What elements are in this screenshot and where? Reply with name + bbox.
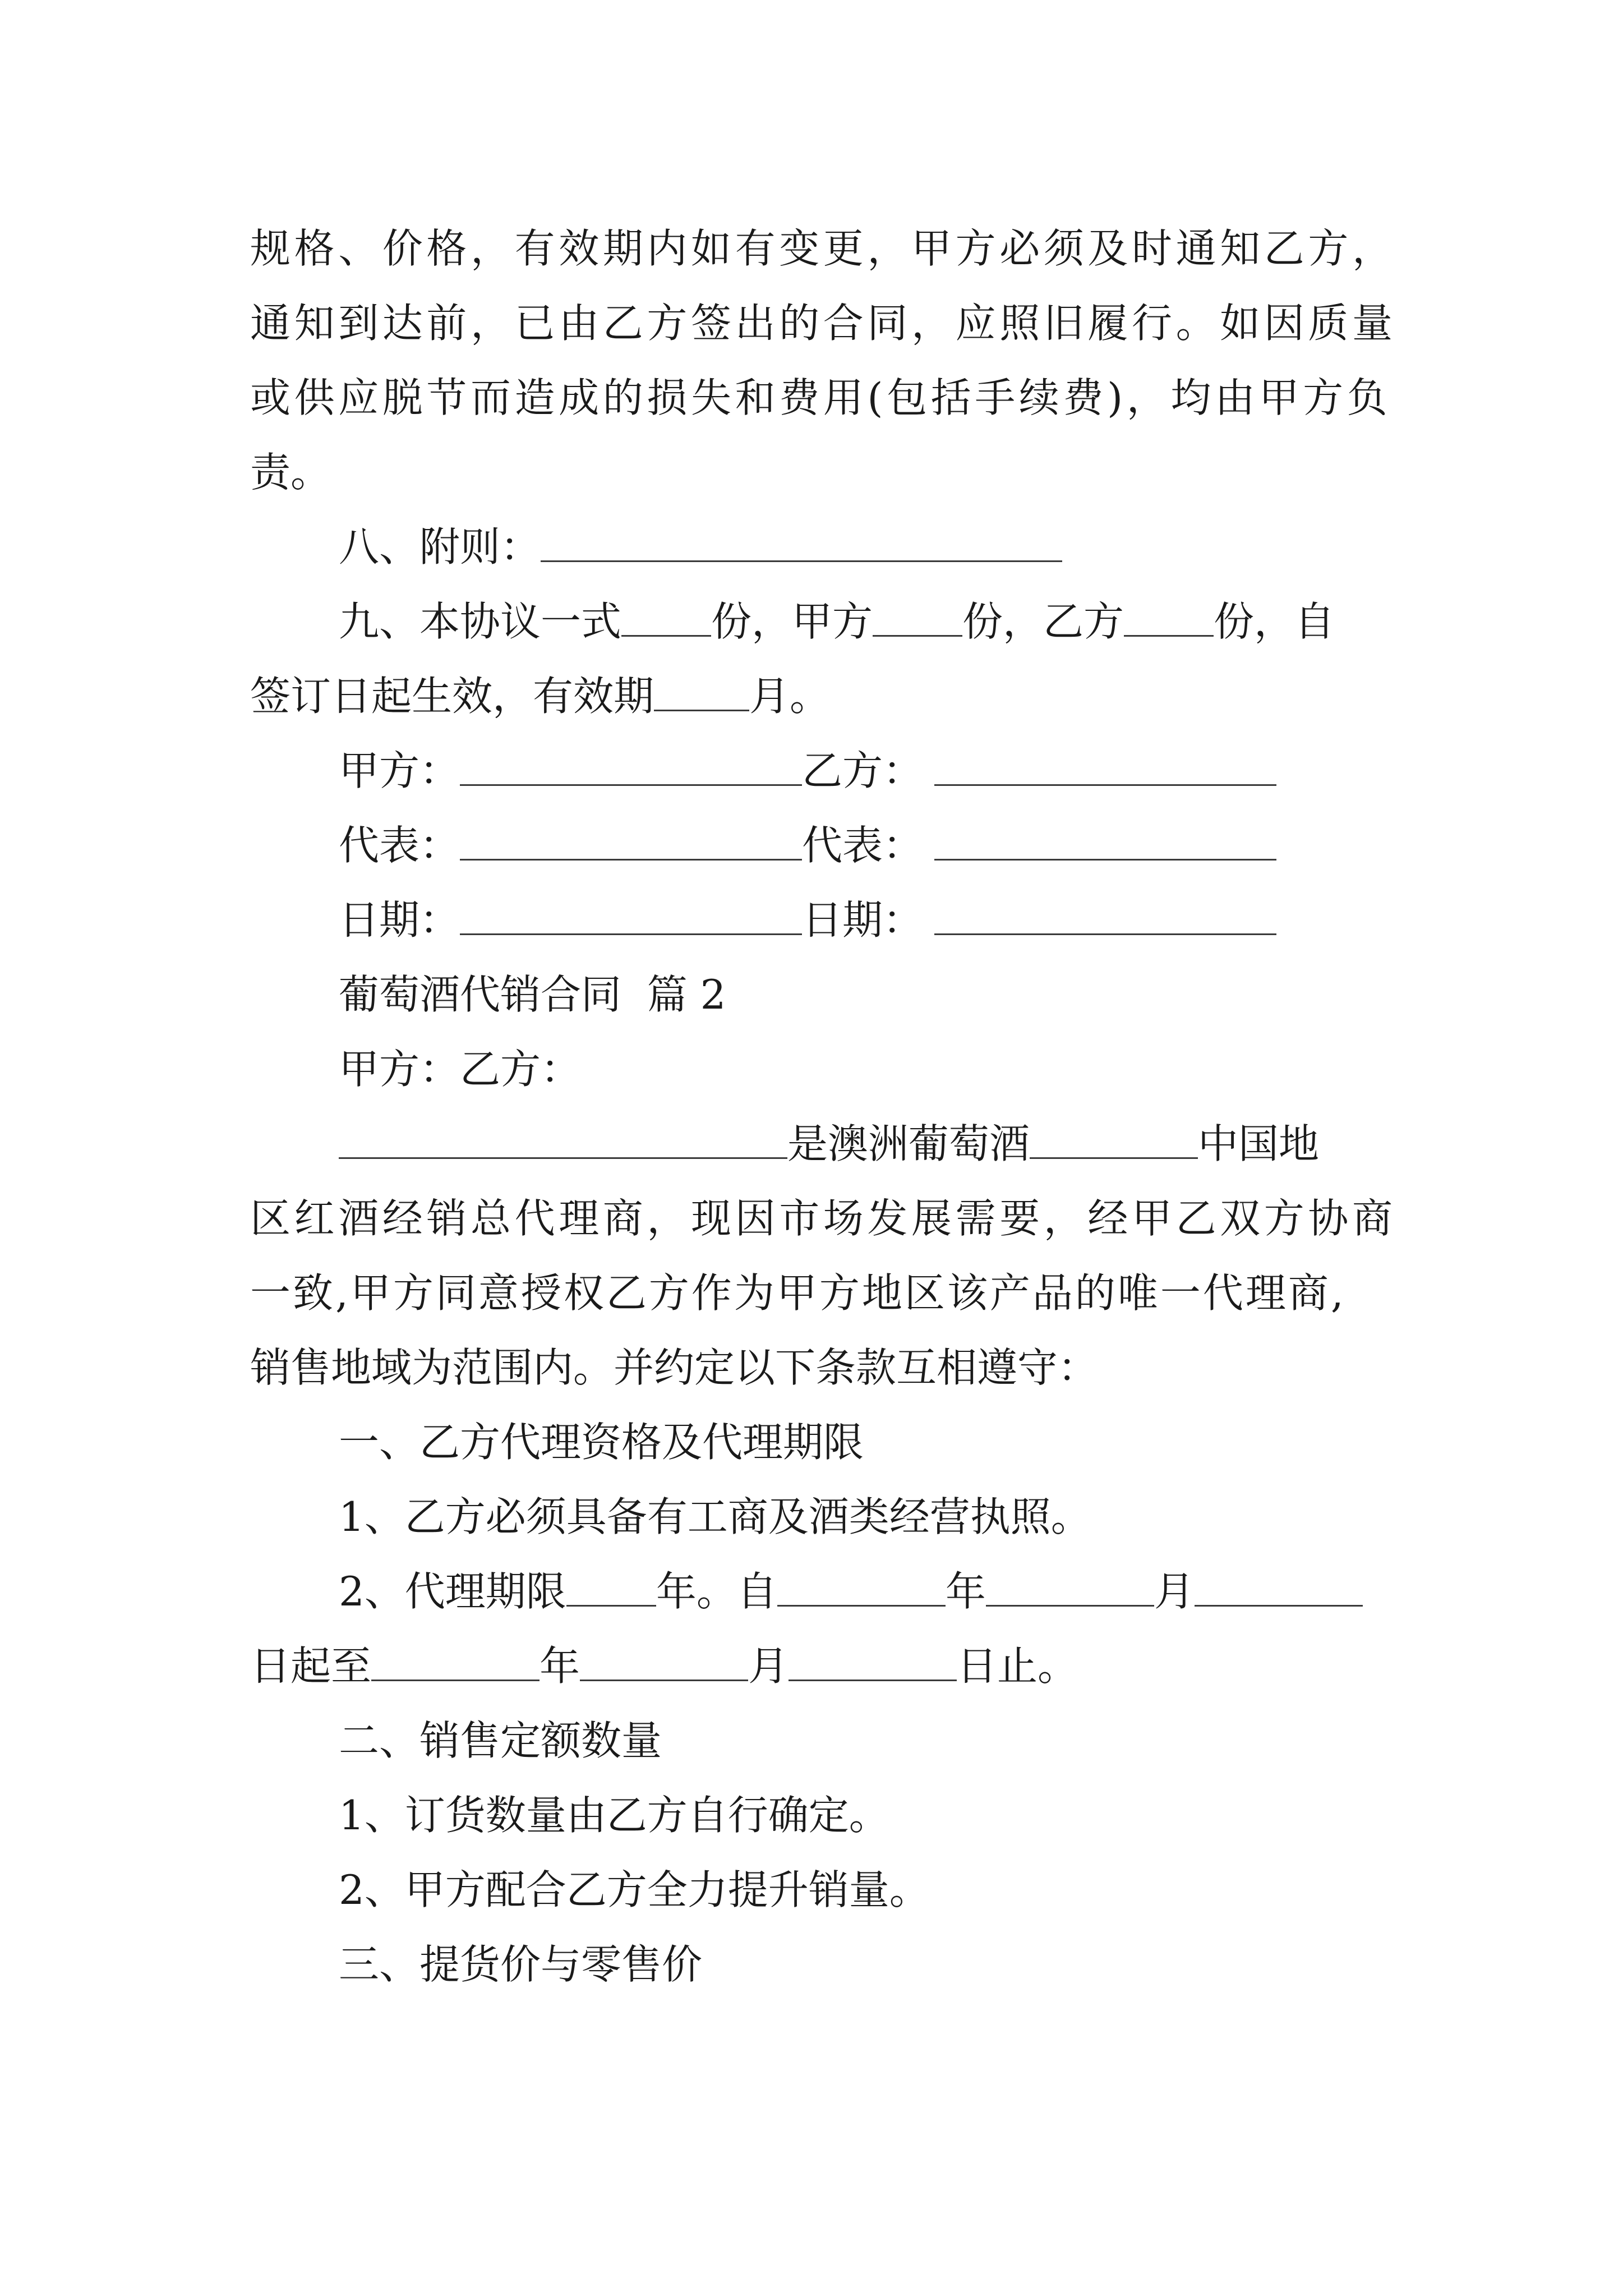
clause-9-text: 份，自 (1214, 598, 1335, 645)
article-2-item-1: 1、订货数量由乙方自行确定。 (339, 1792, 889, 1839)
clause-9-line2 (250, 668, 830, 724)
clause-8 (339, 519, 1062, 575)
item-text: 日起至 (250, 1642, 372, 1690)
sign-label: 代表： (339, 822, 460, 869)
blank-line (460, 744, 802, 786)
blank-line (789, 1639, 957, 1681)
blank-line (654, 669, 749, 711)
sign-label: 乙方： (802, 747, 924, 794)
parties-line: 甲方：乙方： (339, 1046, 582, 1093)
intro-line: 区红酒经销总代理商，现因市场发展需要，经甲乙双方协商 (250, 1195, 1396, 1242)
signature-row-representative (339, 817, 1276, 873)
blank-line (460, 818, 802, 861)
item-text: 月 (748, 1642, 789, 1690)
blank-line (777, 1565, 946, 1607)
article-1-item-2-cont (250, 1638, 1078, 1694)
item-text: 日止。 (957, 1642, 1078, 1690)
item-text: 月 (1154, 1568, 1195, 1615)
intro-text: 中国地 (1198, 1120, 1320, 1167)
blank-line (541, 520, 1062, 562)
blank-line (873, 595, 962, 637)
article-2-title: 二、销售定额数量 (339, 1717, 662, 1764)
section-title: 葡萄酒代销合同 篇 2 (339, 971, 726, 1018)
intro-line: 一致,甲方同意授权乙方作为甲方地区该产品的唯一代理商, (250, 1269, 1346, 1317)
blank-line (1195, 1565, 1363, 1607)
blank-line (621, 595, 711, 637)
item-text: 年 (945, 1568, 986, 1615)
sign-label: 日期： (802, 896, 924, 944)
item-text: 年。自 (656, 1568, 777, 1615)
intro-line (339, 1116, 1319, 1172)
article-1-title: 一、乙方代理资格及代理期限 (339, 1419, 864, 1466)
blank-line (986, 1565, 1154, 1607)
sign-label: 日期： (339, 896, 460, 944)
item-text: 年 (540, 1642, 580, 1690)
signature-row-date (339, 892, 1276, 948)
blank-line (1124, 595, 1214, 637)
sign-label: 代表： (802, 822, 924, 869)
clause-9-text: 签订日起生效，有效期 (250, 673, 654, 720)
blank-line (1030, 1117, 1198, 1159)
blank-line (934, 893, 1276, 935)
blank-line (580, 1639, 748, 1681)
blank-line (371, 1639, 540, 1681)
clause-8-label: 八、附则： (339, 523, 541, 570)
clause-9 (339, 593, 1335, 650)
intro-line: 销售地域为范围内。并约定以下条款互相遵守： (250, 1344, 1099, 1391)
clause-9-text: 九、本协议一式 (339, 598, 622, 645)
blank-line (934, 744, 1276, 786)
article-3-title: 三、提货价与零售价 (339, 1941, 703, 1988)
paragraph-line: 通知到达前，已由乙方签出的合同，应照旧履行。如因质量 (250, 300, 1396, 347)
paragraph-line: 责。 (250, 449, 331, 496)
blank-line (934, 818, 1276, 861)
blank-line (339, 1117, 787, 1159)
signature-row-party (339, 743, 1276, 799)
intro-text: 是澳洲葡萄酒 (787, 1120, 1030, 1167)
clause-9-text: 份，乙方 (962, 598, 1124, 645)
item-text: 2、代理期限 (339, 1568, 566, 1615)
clause-9-text: 份，甲方 (711, 598, 873, 645)
paragraph-line: 规格、价格，有效期内如有变更，甲方必须及时通知乙方， (250, 225, 1396, 272)
article-2-item-2: 2、甲方配合乙方全力提升销量。 (339, 1866, 930, 1913)
paragraph-line: 或供应脱节而造成的损失和费用(包括手续费)，均由甲方负 (250, 374, 1391, 421)
article-1-item-1: 1、乙方必须具备有工商及酒类经营执照。 (339, 1493, 1091, 1540)
blank-line (566, 1565, 656, 1607)
sign-label: 甲方： (339, 747, 460, 794)
clause-9-text: 月。 (749, 673, 831, 720)
blank-line (460, 893, 802, 935)
article-1-item-2 (339, 1563, 1363, 1619)
